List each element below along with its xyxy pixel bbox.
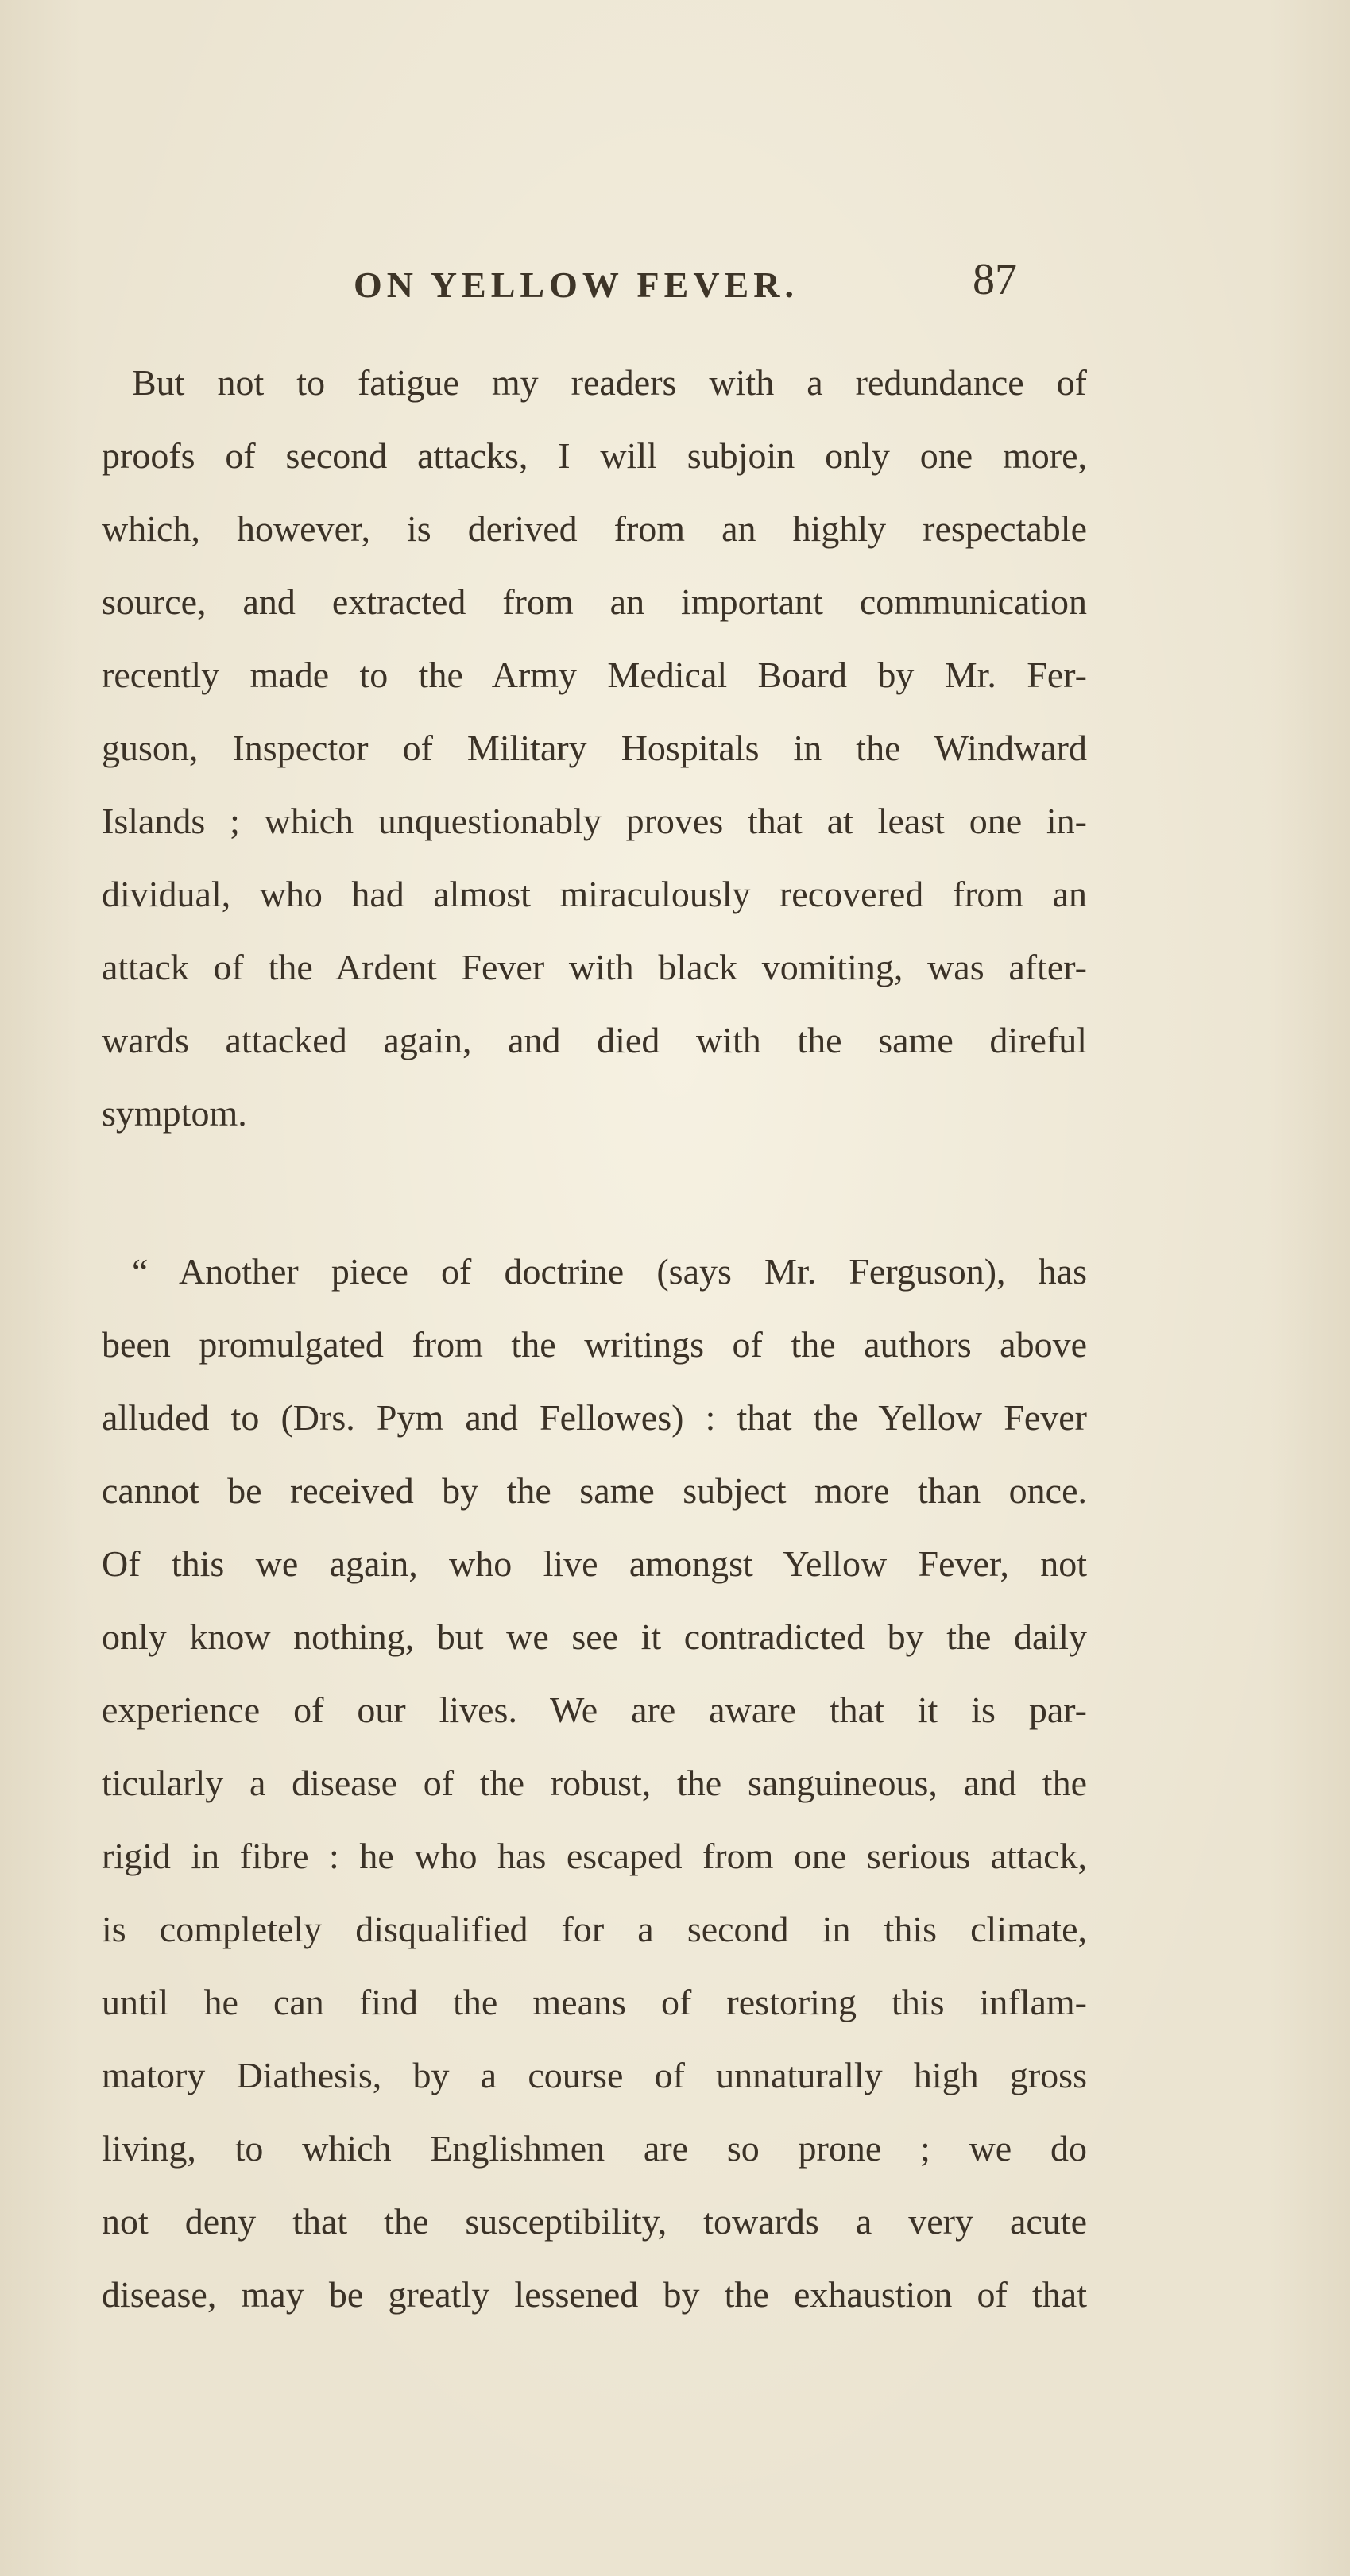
- text-line: rigid in fibre : he who has escaped from one serious attack,: [102, 1836, 1087, 1876]
- text-line: alluded to (Drs. Pym and Fellowes) : that the Yellow Fever: [102, 1397, 1087, 1438]
- text-line: source, and extracted from an important communication: [102, 581, 1087, 622]
- text-line: living, to which Englishmen are so prone ; we do: [102, 2128, 1087, 2169]
- text-line: until he can find the means of restoring this inflam-: [102, 1982, 1087, 2022]
- text-line: disease, may be greatly lessened by the exhaustion of that: [102, 2274, 1087, 2315]
- running-title: ON YELLOW FEVER.: [354, 265, 799, 305]
- text-line: been promulgated from the writings of the authors above: [102, 1324, 1087, 1365]
- text-line: attack of the Ardent Fever with black vomiting, was after-: [102, 947, 1087, 987]
- text-line: which, however, is derived from an highly respectable: [102, 508, 1087, 549]
- text-line: not deny that the susceptibility, towards a very acute: [102, 2201, 1087, 2242]
- page-number: 87: [973, 255, 1017, 304]
- text-line: recently made to the Army Medical Board by Mr. Fer-: [102, 655, 1087, 695]
- text-line: guson, Inspector of Military Hospitals in the Windward: [102, 728, 1087, 768]
- text-line: cannot be received by the same subject more than once.: [102, 1470, 1087, 1511]
- text-line: experience of our lives. We are aware that it is par-: [102, 1690, 1087, 1730]
- text-line: is completely disqualified for a second in this climate,: [102, 1909, 1087, 1949]
- text-line: ticularly a disease of the robust, the sanguineous, and the: [102, 1763, 1087, 1803]
- text-line: wards attacked again, and died with the same direful: [102, 1020, 1087, 1060]
- text-line: only know nothing, but we see it contradicted by the daily: [102, 1616, 1087, 1657]
- text-line: symptom.: [102, 1093, 247, 1134]
- text-line: Islands ; which unquestionably proves that at least one in-: [102, 801, 1087, 841]
- text-line: dividual, who had almost miraculously recovered from an: [102, 874, 1087, 914]
- paragraph-2: [102, 1235, 1087, 2331]
- text-line: Of this we again, who live amongst Yellow Fever, not: [102, 1543, 1087, 1584]
- text-line: “ Another piece of doctrine (says Mr. Ferguson), has: [132, 1251, 1087, 1292]
- running-head: [0, 254, 1350, 318]
- paragraph-1: [102, 346, 1087, 1150]
- text-line: proofs of second attacks, I will subjoin only one more,: [102, 435, 1087, 476]
- text-line: But not to fatigue my readers with a redundance of: [132, 362, 1087, 403]
- text-line: matory Diathesis, by a course of unnaturally high gross: [102, 2055, 1087, 2095]
